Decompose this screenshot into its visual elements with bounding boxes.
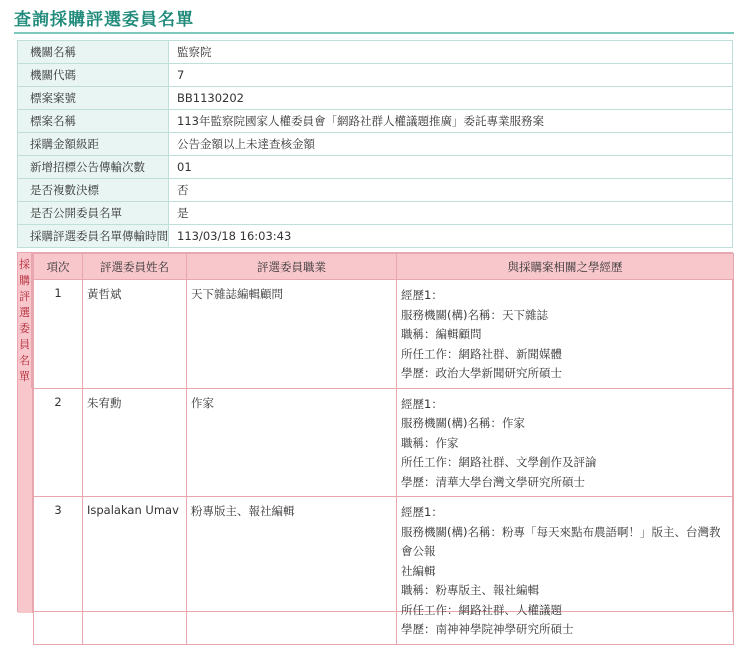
member-name: Ispalakan Umav [83,497,187,645]
experience-line: 學歷：政治大學新聞研究所碩士 [401,366,562,380]
info-value: BB1130202 [169,87,733,110]
experience-line: 社編輯 [401,563,436,578]
side-label-char: 名 [19,354,30,367]
header-title: 評選委員職業 [187,254,397,280]
info-value: 01 [169,156,733,179]
page-title: 查詢採購評選委員名單 [14,8,734,34]
member-index: 2 [34,388,83,497]
info-value: 113/03/18 16:03:43 [169,225,733,248]
member-index: 3 [34,497,83,645]
experience-line: 職稱：粉專版主、報社編輯 [401,583,539,597]
experience-line: 服務機關(構)名稱：作家 [401,416,525,430]
experience-line: 職稱：編輯顧問 [401,327,482,341]
member-row [34,497,734,645]
experience-line: 所任工作：網路社群、人權議題 [401,602,562,617]
committee-members-table [33,253,734,645]
info-label: 採購金額級距 [18,133,169,156]
info-label: 採購評選委員名單傳輸時間 [18,225,169,248]
experience-line: 經歷1： [401,505,443,519]
side-label-char: 單 [19,370,30,383]
info-row [18,179,733,202]
member-name: 黃哲斌 [83,280,187,389]
info-label: 機關名稱 [18,41,169,64]
tender-info-table [17,40,733,248]
info-label: 機關代碼 [18,64,169,87]
info-row [18,110,733,133]
header-name: 評選委員姓名 [83,254,187,280]
info-row [18,87,733,110]
info-row [18,156,733,179]
experience-line: 學歷：南神神學院神學研究所碩士 [401,622,574,636]
experience-line: 服務機關(構)名稱：粉專「每天來點布農語啊！」版主、台灣教會公報 [401,524,721,558]
experience-line: 所任工作：網路社群、文學創作及評論 [401,455,597,469]
info-label: 是否公開委員名單 [18,202,169,225]
info-row [18,202,733,225]
info-value: 公告金額以上未達查核金額 [169,133,733,156]
member-experience [397,388,734,497]
member-experience [397,280,734,389]
experience-line: 經歷1： [401,288,443,302]
header-index: 項次 [34,254,83,280]
info-label: 是否複數決標 [18,179,169,202]
member-index: 1 [34,280,83,389]
info-value: 113年監察院國家人權委員會「網路社群人權議題推廣」委託專業服務案 [169,110,733,133]
side-label-char: 選 [19,306,30,319]
info-row [18,133,733,156]
committee-side-label [18,253,32,388]
side-label-char: 採 [19,258,30,271]
member-title: 作家 [187,388,397,497]
info-row [18,41,733,64]
experience-line: 職稱：作家 [401,435,459,450]
member-row [34,388,734,497]
info-row [18,64,733,87]
side-label-char: 購 [19,274,30,287]
committee-section [17,252,733,636]
side-label-char: 員 [19,338,30,351]
info-label: 標案名稱 [18,110,169,133]
experience-line: 所任工作：網路社群、新聞媒體 [401,346,562,361]
info-label: 標案案號 [18,87,169,110]
member-name: 朱宥勳 [83,388,187,497]
side-label-char: 委 [19,322,30,335]
header-experience: 與採購案相關之學經歷 [397,254,734,280]
side-label-char: 評 [19,290,30,303]
info-value: 監察院 [169,41,733,64]
info-value: 是 [169,202,733,225]
member-title: 粉專版主、報社編輯 [187,497,397,645]
info-row [18,225,733,248]
member-row [34,280,734,389]
members-header-row [34,254,734,280]
info-value: 7 [169,64,733,87]
experience-line: 經歷1： [401,396,443,411]
experience-line: 學歷：清華大學台灣文學研究所碩士 [401,474,585,489]
member-title: 天下雜誌編輯顧問 [187,280,397,389]
member-experience [397,497,734,645]
info-label: 新增招標公告傳輸次數 [18,156,169,179]
info-value: 否 [169,179,733,202]
experience-line: 服務機關(構)名稱：天下雜誌 [401,307,548,322]
